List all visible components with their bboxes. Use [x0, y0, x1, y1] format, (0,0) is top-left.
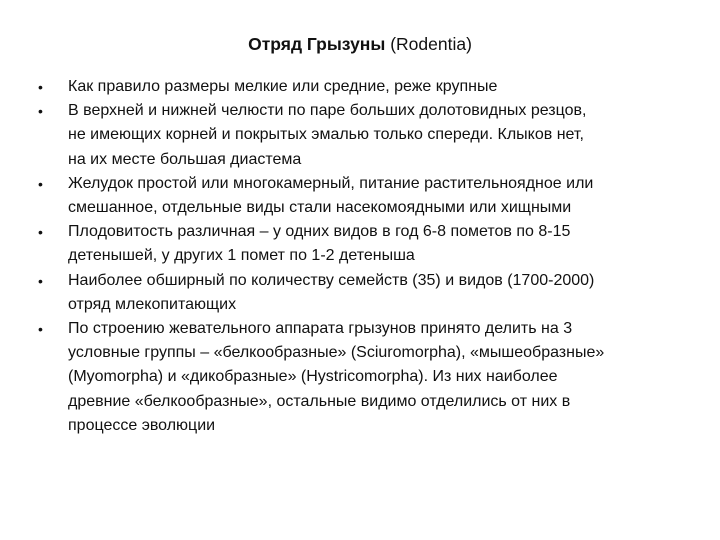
bullet-line: отряд млекопитающих: [68, 295, 237, 313]
bullet-line: на их месте большая диастема: [68, 150, 302, 168]
bullet-item: [0, 317, 720, 438]
slide-title: [0, 33, 720, 55]
bullet-list: [0, 75, 720, 438]
bullet-dot-icon: •: [38, 103, 43, 120]
bullet-dot-icon: •: [38, 79, 43, 95]
bullet-item: [0, 220, 720, 268]
bullet-text: [68, 172, 696, 220]
bullet-item: [0, 172, 720, 220]
bullet-line: Плодовитость различная – у одних видов в год 6-8 пометов по 8-15: [68, 223, 571, 241]
bullet-item: [0, 99, 720, 172]
bullet-line: древние «белкообразные», остальные видимо отделились от них в: [68, 392, 571, 410]
bullet-text: [68, 220, 696, 268]
bullet-dot-icon: •: [38, 321, 43, 338]
bullet-dot-icon: •: [38, 175, 43, 192]
bullet-line: смешанное, отдельные виды стали насекомоядными или хищными: [68, 199, 572, 217]
bullet-line: детенышей, у других 1 помет по 1-2 детеныша: [68, 247, 415, 265]
bullet-text: [68, 99, 696, 172]
bullet-line: условные группы – «белкообразные» (Sciuromorpha), «мышеобразные»: [68, 344, 605, 362]
bullet-line: Желудок простой или многокамерный, питание растительноядное или: [68, 174, 594, 192]
bullet-item: [0, 269, 720, 317]
title-main: Отряд Грызуны: [248, 34, 386, 54]
bullet-line: (Myomorpha) и «дикобразные» (Hystricomorpha). Из них наиболее: [68, 368, 558, 386]
bullet-line: Как правило размеры мелкие или средние, реже крупные: [68, 78, 498, 95]
bullet-dot-icon: •: [38, 272, 43, 289]
bullet-text: [68, 317, 696, 438]
bullet-item: [0, 75, 720, 99]
bullet-text: [68, 75, 696, 99]
bullet-line: По строению жевательного аппарата грызунов принято делить на 3: [68, 320, 573, 338]
bullet-line: В верхней и нижней челюсти по паре больших долотовидных резцов,: [68, 102, 587, 120]
bullet-text: [68, 269, 696, 317]
bullet-line: не имеющих корней и покрытых эмалью только спереди. Клыков нет,: [68, 126, 584, 144]
bullet-line: процессе эволюции: [68, 416, 216, 434]
bullet-dot-icon: •: [38, 224, 43, 241]
title-latin-name: (Rodentia): [385, 34, 472, 54]
bullet-line: Наиболее обширный по количеству семейств (35) и видов (1700-2000): [68, 271, 595, 289]
